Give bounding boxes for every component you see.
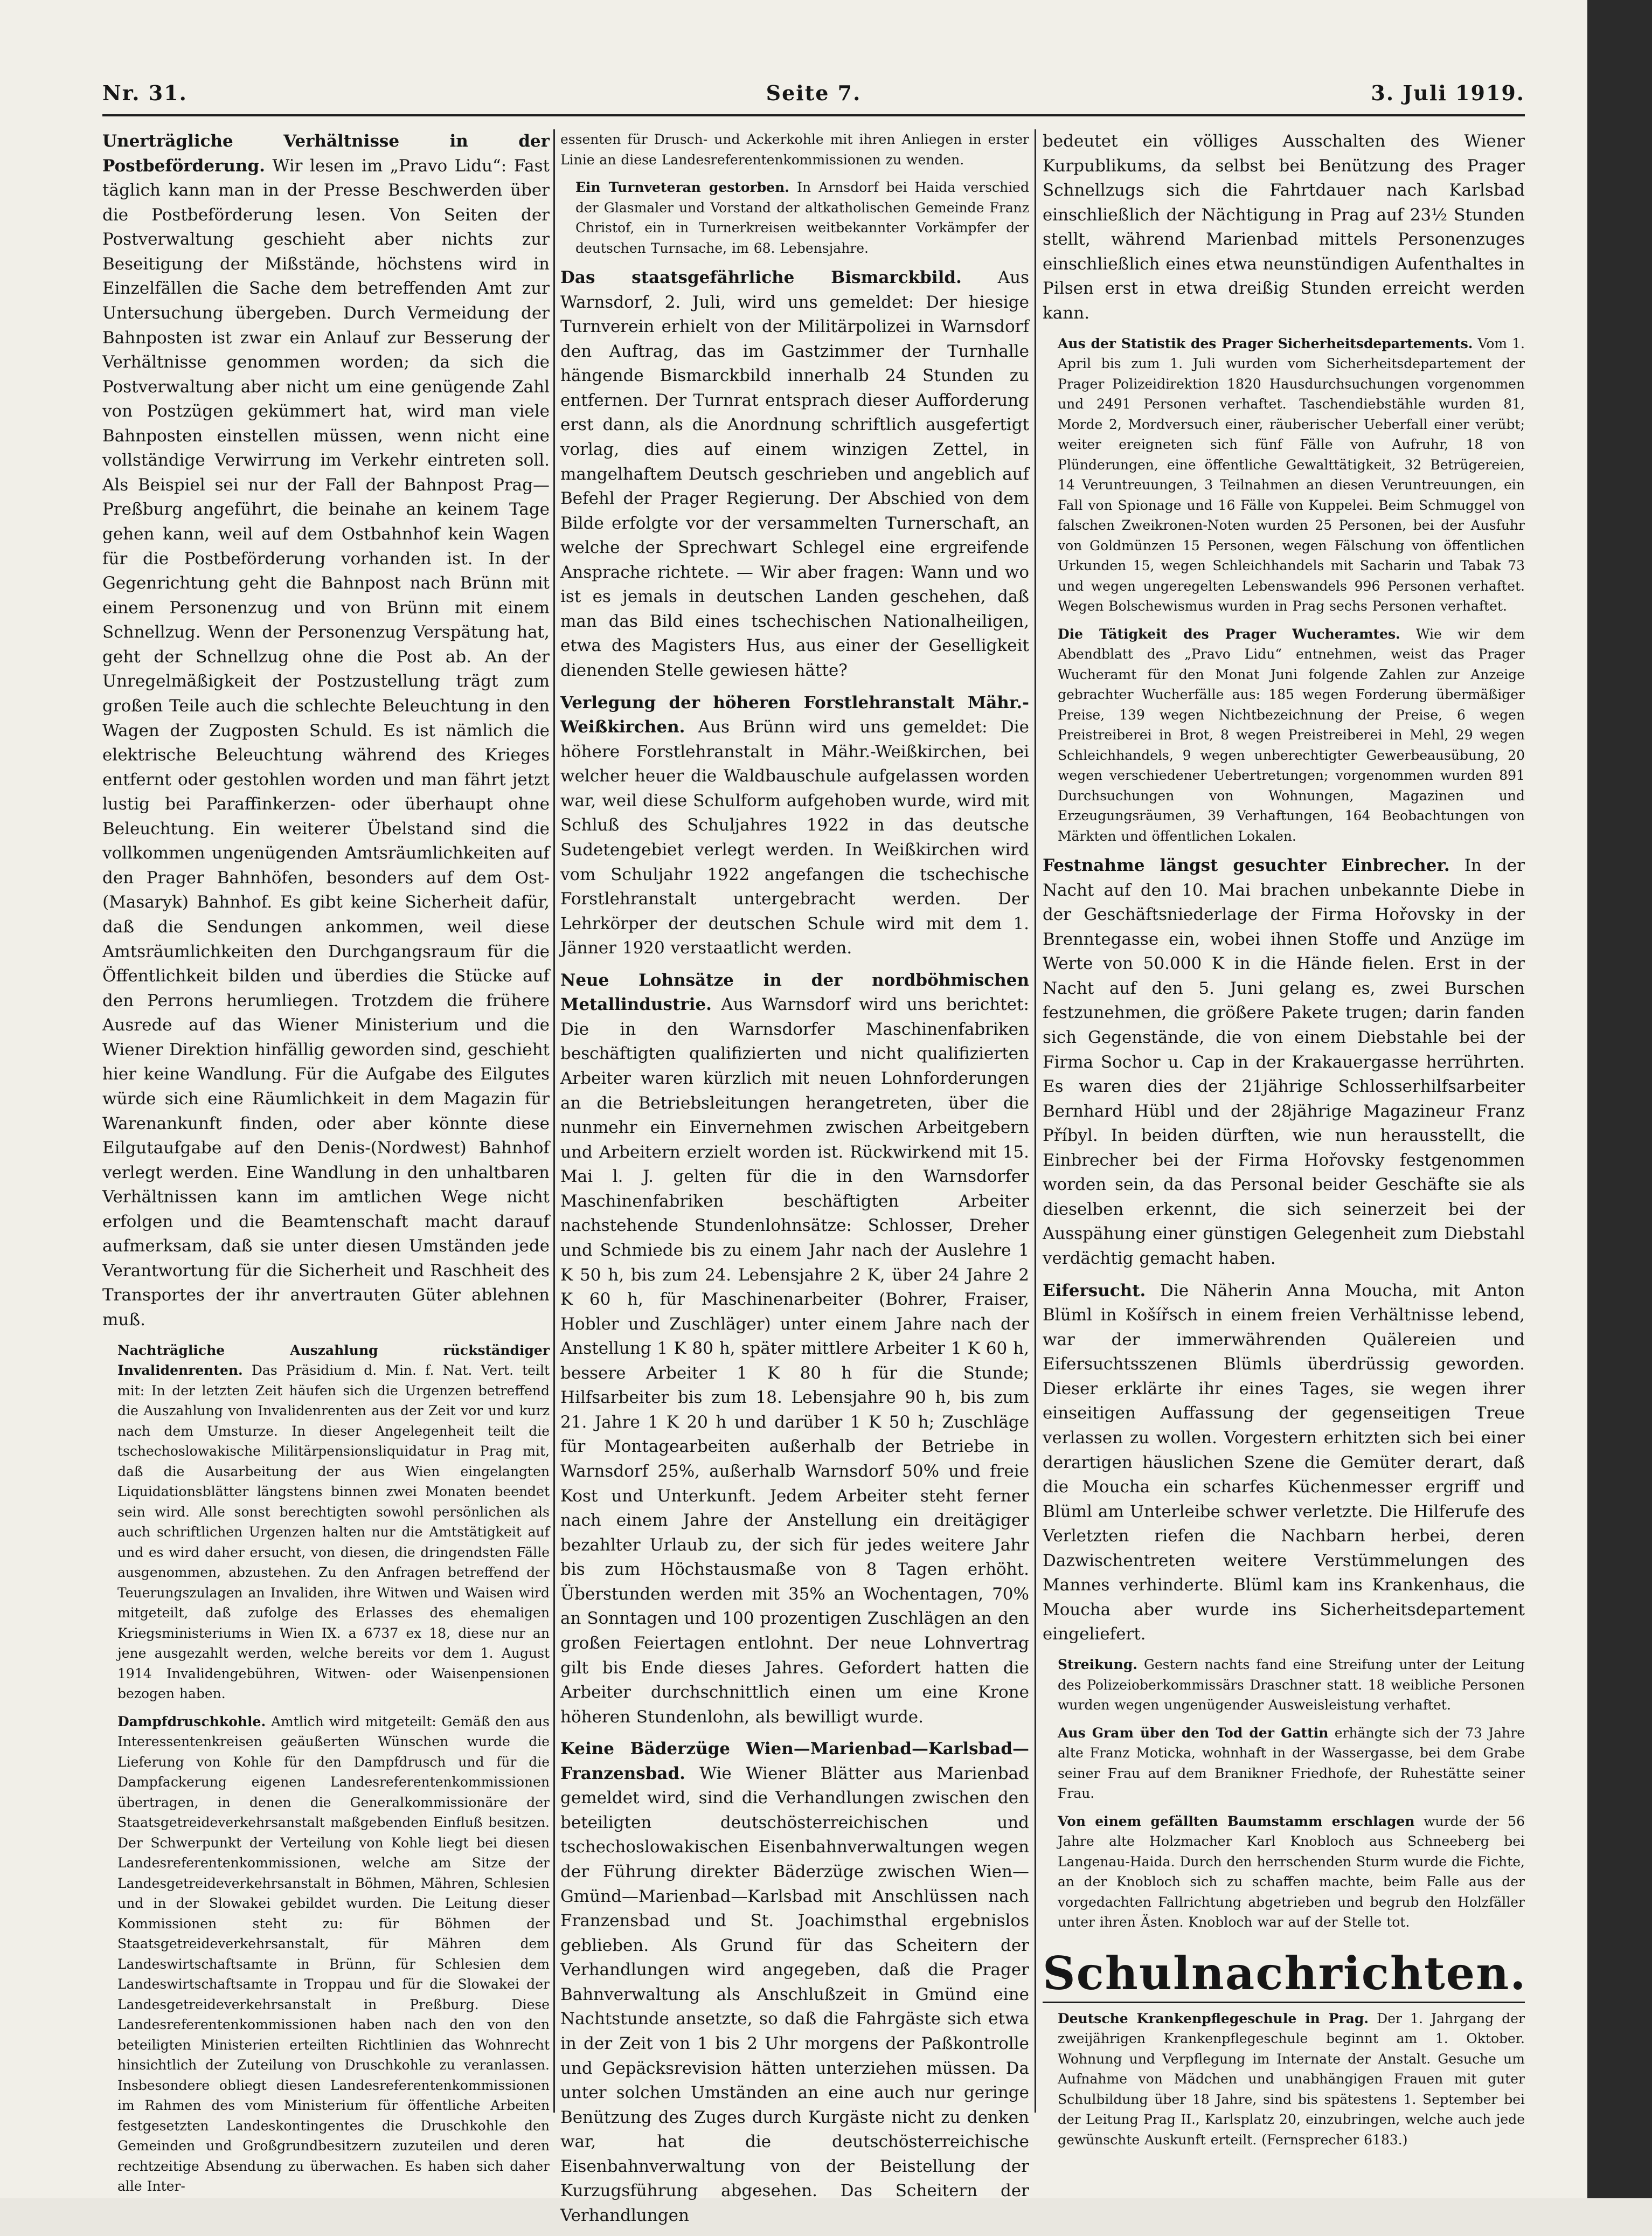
article-post [102, 129, 550, 1333]
article-headline: Das staatsgefährliche Bismarckbild. [560, 268, 962, 287]
article-wucheramt [1043, 624, 1525, 847]
article-body: In Arnsdorf bei Haida verschied der Glasmaler und Vorstand der altkatholischen Gemeinde Franz Christof, ein in Turnerkreisen weitbekannter Vorkämpfer der deutschen Turnsache, im 68. Lebensjahre. [575, 179, 1029, 256]
article-body: Wie wir dem Abendblatt des „Pravo Lidu“ entnehmen, weist das Prager Wucheramt für den Monat Juni folgende Zahlen zur Anzeige gebrachter Wucherfälle aus: 185 wegen Forderung übermäßiger Preise, 139 wegen Nichtbezeichnung der Preise, 6 wegen Preistreiberei in Brot, 8 wegen Preistreiberei in Mehl, 29 wegen Schleichhandels, 9 wegen unberechtigter Gewerbeausübung, 20 wegen verschiedener Uebertretungen; vorgenommen wurden 891 Durchsuchungen von Wohnungen, Magazinen und Erzeugungsräumen, 39 Verhaftungen, 164 Beobachtungen von Märkten und öffentlichen Lokalen. [1058, 626, 1525, 844]
article-invalidenrenten [102, 1340, 550, 1704]
article-headline: Aus Gram über den Tod der Gattin [1058, 1725, 1329, 1741]
article-text [1043, 624, 1525, 847]
article-headline: Aus der Statistik des Prager Sicherheitsdepartements. [1058, 335, 1473, 351]
article-text [1043, 1723, 1525, 1804]
column-rule-2 [1035, 129, 1036, 2113]
article-body: Wir lesen im „Pravo Lidu“: Fast täglich kann man in der Presse Beschwerden über die Postbeförderung lesen. Von Seiten der Postverwaltung geschieht aber nichts zur Beseitigung der Mißstände, höchstens wird in Einzelfällen die Sache dem betreffenden Amt zur Untersuchung übergeben. Durch Vermeidung der Bahnposten ist zwar ein Anlauf zur Besserung der Verhältnisse genommen worden; da sich die Postverwaltung aber nicht um eine genügende Zahl von Postzügen gekümmert hat, wird man viele Bahnposten einstellen müssen, wenn nicht eine vollständige Verwirrung im Verkehr eintreten soll. Als Beispiel sei nur der Fall der Bahnpost Prag—Preßburg angeführt, die beinahe an keinem Tage gehen kann, weil auf dem Ostbahnhof kein Wagen für die Postbeförderung vorhanden ist. In der Gegenrichtung geht die Bahnpost nach Brünn mit einem Personenzug und von Brünn mit einem Schnellzug. Wenn der Personenzug Verspätung hat, geht der Schnellzug ohne die Post ab. An der Unregelmäßigkeit der Postzustellung trägt zum großen Teile auch die schlechte Beleuchtung in den Wagen der Zugposten Schuld. Es ist nämlich die elektrische Beleuchtung während des Krieges entfernt oder gestohlen worden und man fährt jetzt lustig bei Paraffinkerzen- oder überhaupt ohne Beleuchtung. Ein weiterer Übelstand sind die vollkommen ungenügenden Amtsräumlichkeiten auf den Prager Bahnhöfen, besonders auf dem Ost-(Masaryk) Bahnhof. Es gibt keine Sicherheit dafür, daß die Sendungen ankommen, weil diese Amtsräumlichkeiten den Durchgangsraum für die Öffentlichkeit bilden und überdies die Stücke auf den Perrons herumliegen. Trotzdem die frühere Ausrede auf das Wiener Ministerium und die Wiener Direktion hinfällig geworden sind, geschieht hier keine Wandlung. Für die Aufgabe des Eilgutes würde sich eine Räumlichkeit in dem Magazin für Warenankunft finden, oder aber könnte diese Eilgutaufgabe auf den Denis-(Nordwest) Bahnhof verlegt werden. Eine Wandlung in den unhaltbaren Verhältnissen kann im amtlichen Wege nicht erfolgen und die Beamtenschaft macht darauf aufmerksam, daß sie unter diesen Umständen jede Verantwortung für die Sicherheit und Raschheit des Transportes der ihr anvertrauten Güter ablehnen muß. [102, 156, 550, 1330]
article-forstlehranstalt [560, 691, 1029, 961]
column-rule-1 [553, 129, 555, 2113]
article-body: erhängte sich der 73 Jahre alte Franz Moticka, wohnhaft in der Wassergasse, bei dem Grabe seiner Frau auf dem Branikner Friedhofe, der Ruhestätte seiner Frau. [1058, 1725, 1525, 1801]
article-statistik [1043, 334, 1525, 617]
article-body: Das Präsidium d. Min. f. Nat. Vert. teilt mit: In der letzten Zeit häufen sich die Urgenzen betreffend die Auszahlung von Invalidenrenten aus der Zeit vor und kurz nach dem Umsturze. In dieser Angelegenheit teilt die tschechoslowakische Militärpensionsliquidatur in Prag mit, daß die Ausarbeitung der aus Wien eingelangten Liquidationsblätter längstens binnen zwei Monaten beendet sein wird. Alle sonst berechtigten sowohl persönlichen als auch schriftlichen Urgenzen halten nur die Amtstätigkeit auf und es wird daher ersucht, von diesen, die dringendsten Fälle ausgenommen, abzustehen. Zu den Anfragen betreffend der Teuerungszulagen an Invaliden, ihre Witwen und Waisen wird mitgeteilt, daß zufolge des Erlasses des ehemaligen Kriegsministeriums in Wien IX. a 6737 ex 18, diese nur an jene ausgezahlt werden, welche bereits vor dem 1. August 1914 Invalidengebühren, Witwen- oder Waisenpensionen bezogen haben. [117, 1362, 550, 1702]
article-headline: Verlegung der höheren Forstlehranstalt Mähr.-Weißkirchen. [560, 693, 1029, 737]
article-body: bedeutet ein völliges Ausschalten des Wiener Kurpublikums, da selbst bei Benützung des Prager Schnellzugs sich die Fahrtdauer nach Karlsbad einschließlich der Nächtigung in Prag auf 23½ Stunden stellt, während Marienbad mittels Personenzuges einschließlich eines etwa neunstündigen Aufenthaltes in Pilsen erst in etwa dreißig Stunden erreicht werden kann. [1043, 131, 1525, 323]
article-body: Gestern nachts fand eine Streifung unter der Leitung des Polizeioberkommissärs Draschner statt. 18 weibliche Personen wurden wegen ungenügender Ausweisleistung verhaftet. [1058, 1657, 1525, 1713]
article-bismarckbild [560, 266, 1029, 683]
column-2 [560, 129, 1030, 2225]
article-gram [1043, 1723, 1525, 1804]
article-headline: Festnahme längst gesuchter Einbrecher. [1043, 856, 1450, 875]
article-krankenpflegeschule [1043, 2009, 1525, 2150]
article-continuation [1043, 129, 1525, 326]
article-eifersucht [1043, 1279, 1525, 1647]
scan-edge-right [1587, 0, 1652, 2236]
article-headline: Eifersucht. [1043, 1280, 1146, 1300]
article-baumstamm [1043, 1811, 1525, 1933]
article-lohnsaetze [560, 968, 1029, 1729]
page-header [102, 81, 1525, 124]
article-headline: Nachträgliche Auszahlung rückständiger Invalidenrenten. [117, 1342, 550, 1379]
section-rule [1043, 2002, 1525, 2003]
article-turnveteran [560, 177, 1029, 258]
article-text [560, 266, 1029, 683]
page-number: Seite 7. [766, 81, 862, 105]
section-title-schulnachrichten: Schulnachrichten. [1043, 1946, 1527, 2000]
article-baederzuege [560, 1737, 1029, 2228]
article-headline: Deutsche Krankenpflegeschule in Prag. [1058, 2010, 1369, 2026]
article-streifung [1043, 1654, 1525, 1715]
article-headline: Unerträgliche Verhältnisse in der Postbeförderung. [102, 131, 550, 176]
article-text [1043, 854, 1525, 1271]
article-text [1043, 1654, 1525, 1715]
article-body: Aus Warnsdorf, 2. Juli, wird uns gemeldet: Der hiesige Turnverein erhielt von der Militärpolizei in Warnsdorf den Auftrag, das im Gastzimmer der Turnhalle hängende Bismarckbild innerhalb 24 Stunden zu entfernen. Der Turnrat entsprach dieser Aufforderung erst dann, als die Anordnung schriftlich ausgefertigt vorlag, dies auf einem winzigen Zettel, in mangelhaftem Deutsch geschrieben und angeblich auf Befehl der Prager Regierung. Der Abschied von dem Bilde erfolgte vor der versammelten Turnerschaft, an welche der Sprechwart Schlegel eine ergreifende Ansprache richtete. — Wir aber fragen: Wann und wo ist es jemals in deutschen Landen geschehen, daß man das Bild eines tschechischen Nationalheiligen, etwa des Magisters Hus, aus einer der Geselligkeit dienenden Stelle gewiesen hätte? [560, 268, 1029, 680]
article-headline: Die Tätigkeit des Prager Wucheramtes. [1058, 626, 1400, 642]
article-body: wurde der 56 Jahre alte Holzmacher Karl Knobloch aus Schneeberg bei Langenau-Haida. Durch den herrschenden Sturm wurde die Fichte, an der Knobloch sich zu schaffen machte, beim Falle aus der vorgedachten Fallrichtung abgetrieben und begrub den Holzfäller unter ihren Ästen. Knobloch war auf der Stelle tot. [1058, 1813, 1525, 1930]
article-body: Aus Warnsdorf wird uns berichtet: Die in den Warnsdorfer Maschinenfabriken beschäftigten qualifizierten und nicht qualifizierten Arbeiter waren kürzlich mit neuen Lohnforderungen an die Betriebsleitungen herangetreten, über die nunmehr ein Einvernehmen zwischen Arbeitgebern und Arbeitern erzielt worden ist. Rückwirkend mit 15. Mai l. J. gelten für die in den Warnsdorfer Maschinenfabriken beschäftigten Arbeiter nachstehende Stundenlohnsätze: Schlosser, Dreher und Schmiede bis zu einem Jahr nach der Auslehre 1 K 50 h, bis zum 24. Lebensjahre 2 K, über 24 Jahre 2 K 60 h, für Maschinenarbeiter (Bohrer, Fraiser, Hobler und Zuschläger) unter einem Jahre nach der Anstellung 1 K 80 h, später mittlere Arbeiter 1 K 60 h, bessere Arbeiter 1 K 80 h für die Stunde; Hilfsarbeiter bis zum 18. Lebensjahre 90 h, bis zum 21. Jahre 1 K 20 h und darüber 1 K 50 h; Zuschläge für Montagearbeiten außerhalb der Betriebe in Warnsdorf 25%, außerhalb Warnsdorf 50% und freie Kost und Unterkunft. Jedem Arbeiter steht ferner nach einem Jahre der Anstellung ein dreitägiger bezahlter Urlaub zu, der sich für jedes weitere Jahr bis zum Höchstausmaße von 8 Tagen erhöht. Überstunden werden mit 35% an Wochentagen, 70% an Sonntagen und 100 prozentigen Zuschlägen an den großen Feiertagen entlohnt. Der neue Lohnvertrag gilt bis Ende dieses Jahres. Gefordert hatten die Arbeiter durchschnittlich einen um eine Krone höheren Stundenlohn, als bewilligt wurde. [560, 995, 1029, 1727]
article-body: Der 1. Jahrgang der zweijährigen Krankenpflegeschule beginnt am 1. Oktober. Wohnung und Verpflegung im Internate der Anstalt. Gesuche um Aufnahme von Mädchen und unabhängigen Frauen mit guter Schulbildung über 18 Jahre, sind bis spätestens 1. September bei der Leitung Prag II., Karlsplatz 20, einzubringen, welche auch jede gewünschte Auskunft erteilt. (Fernsprecher 6183.) [1058, 2010, 1525, 2148]
header-rule [102, 114, 1525, 116]
article-text [1043, 334, 1525, 617]
column-3 [1043, 129, 1527, 2148]
issue-number: Nr. 31. [102, 81, 188, 105]
article-body: Vom 1. April bis zum 1. Juli wurden vom Sicherheitsdepartement der Prager Polizeidirektion 1820 Hausdurchsuchungen vorgenommen und 2491 Personen verhaftet. Taschendiebstähle wurden 81, Morde 2, Mordversuch einer, räuberischer Ueberfall einer verübt; weiter ereigneten sich fünf Fälle von Aufruhr, 18 von Plünderungen, eine öffentliche Gewalttätigkeit, 32 Betrügereien, 14 Veruntreuungen, 3 Teilnahmen an diesen Veruntreuungen, ein Fall von Spionage und 16 Fälle von Kuppelei. Beim Schmuggel von falschen Zweikronen-Noten wurden 25 Personen, bei der Ausfuhr von Goldmünzen 15 Personen, wegen Fälschung von öffentlichen Urkunden 15, wegen Schleichhandels mit Sacharin und Tabak 73 und wegen ungeregelten Lebenswandels 996 Personen verhaftet. Wegen Bolschewismus wurden in Prag sechs Personen verhaftet. [1058, 335, 1525, 614]
article-text [102, 1712, 550, 2197]
article-text [1043, 1279, 1525, 1647]
article-text [1043, 2009, 1525, 2150]
article-text [560, 1737, 1029, 2228]
article-druschkohle [102, 1712, 550, 2197]
article-headline: Streikung. [1058, 1657, 1138, 1672]
article-body: essenten für Drusch- und Ackerkohle mit ihren Anliegen in erster Linie an diese Landesreferentenkommissionen zu wenden. [560, 131, 1029, 168]
article-headline: Keine Bäderzüge Wien—Marienbad—Karlsbad—Franzensbad. [560, 1739, 1029, 1783]
article-body: In der Nacht auf den 10. Mai brachen unbekannte Diebe in der Geschäftsniederlage der Firma Hořovsky in der Brenntegasse ein, wobei ihnen Stoffe und Anzüge im Werte von 50.000 K in die Hände fielen. Erst in der Nacht auf den 5. Juni gelang es, zwei Burschen festzunehmen, die größere Pakete trugen; darin fanden sich Gegenstände, die von einem Diebstahle bei der Firma Sochor u. Cap in der Krakauergasse herrührten. Es waren dies der 21jährige Schlosserhilfsarbeiter Bernhard Hübl und der 28jährige Magazineur Franz Příbyl. In beiden dürften, wie nun herausstellt, die Einbrecher bei der Firma Hořovsky festgenommen worden sein, da das Personal beider Geschäfte sie als dieselben erkennt, die sich seinerzeit bei der Ausspähung einer günstigen Gelegenheit zum Diebstahl verdächtig gemacht haben. [1043, 856, 1525, 1268]
article-body: Die Näherin Anna Moucha, mit Anton Blüml in Košířsch in einem freien Verhältnisse lebend, war der immerwährenden Quälereien und Eifersuchtsszenen Blümls überdrüssig geworden. Dieser erklärte ihr eines Tages, sie wegen ihrer einseitigen Auffassung der gegenseitigen Treue verlassen zu wollen. Vorgestern erhitzten sich bei einer derartigen häuslichen Szene die Gemüter derart, daß die Moucha ein scharfes Küchenmesser ergriff und Blüml am Unterleibe schwer verletzte. Die Hilferufe des Verletzten riefen die Nachbarn herbei, deren Dazwischentreten weitere Verstümmelungen des Mannes verhinderte. Blüml kam ins Krankenhaus, die Moucha aber wurde ins Sicherheitsdepartement eingeliefert. [1043, 1280, 1525, 1644]
article-headline: Ein Turnveteran gestorben. [575, 179, 789, 195]
article-text [560, 968, 1029, 1729]
issue-date: 3. Juli 1919. [1371, 81, 1525, 105]
article-text [102, 1340, 550, 1704]
article-text [102, 129, 550, 1333]
article-body: Amtlich wird mitgeteilt: Gemäß den aus Interessentenkreisen geäußerten Wünschen wurde die Lieferung von Kohle für den Dampfdrusch und für die Dampfackerung eigenen Landesreferentenkommissionen übertragen, in denen die Generalkommissionäre der Staatsgetreideverkehrsanstalt maßgebenden Einfluß besitzen. Der Schwerpunkt der Verteilung von Kohle liegt bei diesen Landesreferentenkommissionen, welche am Sitze der Landesgetreideverkehrsanstalt in Böhmen, Mähren, Schlesien und in der Slowakei gebildet wurden. Die Leitung dieser Kommissionen steht zu: für Böhmen der Staatsgetreideverkehrsanstalt, für Mähren dem Landeswirtschaftsamte in Brünn, für Schlesien dem Landeswirtschaftsamte in Troppau und für die Slowakei der Landesgetreideverkehrsanstalt in Preßburg. Diese Landesreferentenkommissionen haben nach den von den beteiligten Ministerien erteilten Richtlinien das Wohnrecht hinsichtlich der Zuteilung von Druschkohle zu veranlassen. Insbesondere obliegt diesen Landesreferentenkommissionen im Rahmen des vom Ministerium für öffentliche Arbeiten festgesetzten Landeskontingentes die Druschkohle den Gemeinden und Großgrundbesitzern zuzuteilen und deren rechtzeitige Absendung zu überwachen. Es haben sich daher alle Inter- [117, 1713, 550, 2195]
article-headline: Von einem gefällten Baumstamm erschlagen [1058, 1813, 1415, 1829]
article-headline: Dampfdruschkohle. [117, 1713, 266, 1729]
article-headline: Neue Lohnsätze in der nordböhmischen Metallindustrie. [560, 970, 1029, 1015]
article-text [560, 691, 1029, 961]
article-text [560, 177, 1029, 258]
article-body: Aus Brünn wird uns gemeldet: Die höhere Forstlehranstalt in Mähr.-Weißkirchen, bei welcher heuer die Waldbauschule aufgelassen worden war, weil diese Schulform aufgehoben wurde, wird mit Schluß des Schuljahres 1922 in das deutsche Sudetengebiet verlegt werden. In Weißkirchen wird vom Schuljahr 1922 angefangen die tschechische Forstlehranstalt untergebracht werden. Der Lehrkörper der deutschen Schule wird mit dem 1. Jänner 1920 verstaatlicht werden. [560, 717, 1030, 958]
article-einbrecher [1043, 854, 1525, 1271]
article-text [1043, 1811, 1525, 1933]
column-1 [102, 129, 550, 2195]
article-body: Wie Wiener Blätter aus Marienbad gemeldet wird, sind die Verhandlungen zwischen den beteiligten deutschösterreichischen und tschechoslowakischen Eisenbahnverwaltungen wegen der Führung direkter Bäderzüge zwischen Wien—Gmünd—Marienbad—Karlsbad mit Anschlüssen nach Franzensbad und St. Joachimsthal ergebnislos geblieben. Als Grund für das Scheitern der Verhandlungen wird angegeben, daß die Prager Bahnverwaltung als Anschlußzeit in Gmünd eine Nachtstunde ansetzte, so daß die Fahrgäste sich etwa in der Zeit von 1 bis 2 Uhr morgens der Paßkontrolle und Gepäcksrevision hätten unterziehen müssen. Da unter solchen Umständen an eine auch nur geringe Benützung des Zuges durch Kurgäste nicht zu denken war, hat die deutschösterreichische Eisenbahnverwaltung von der Beistellung der Kurzugsführung abgesehen. Das Scheitern der Verhandlungen [560, 1763, 1029, 2225]
article-continuation [560, 129, 1029, 170]
